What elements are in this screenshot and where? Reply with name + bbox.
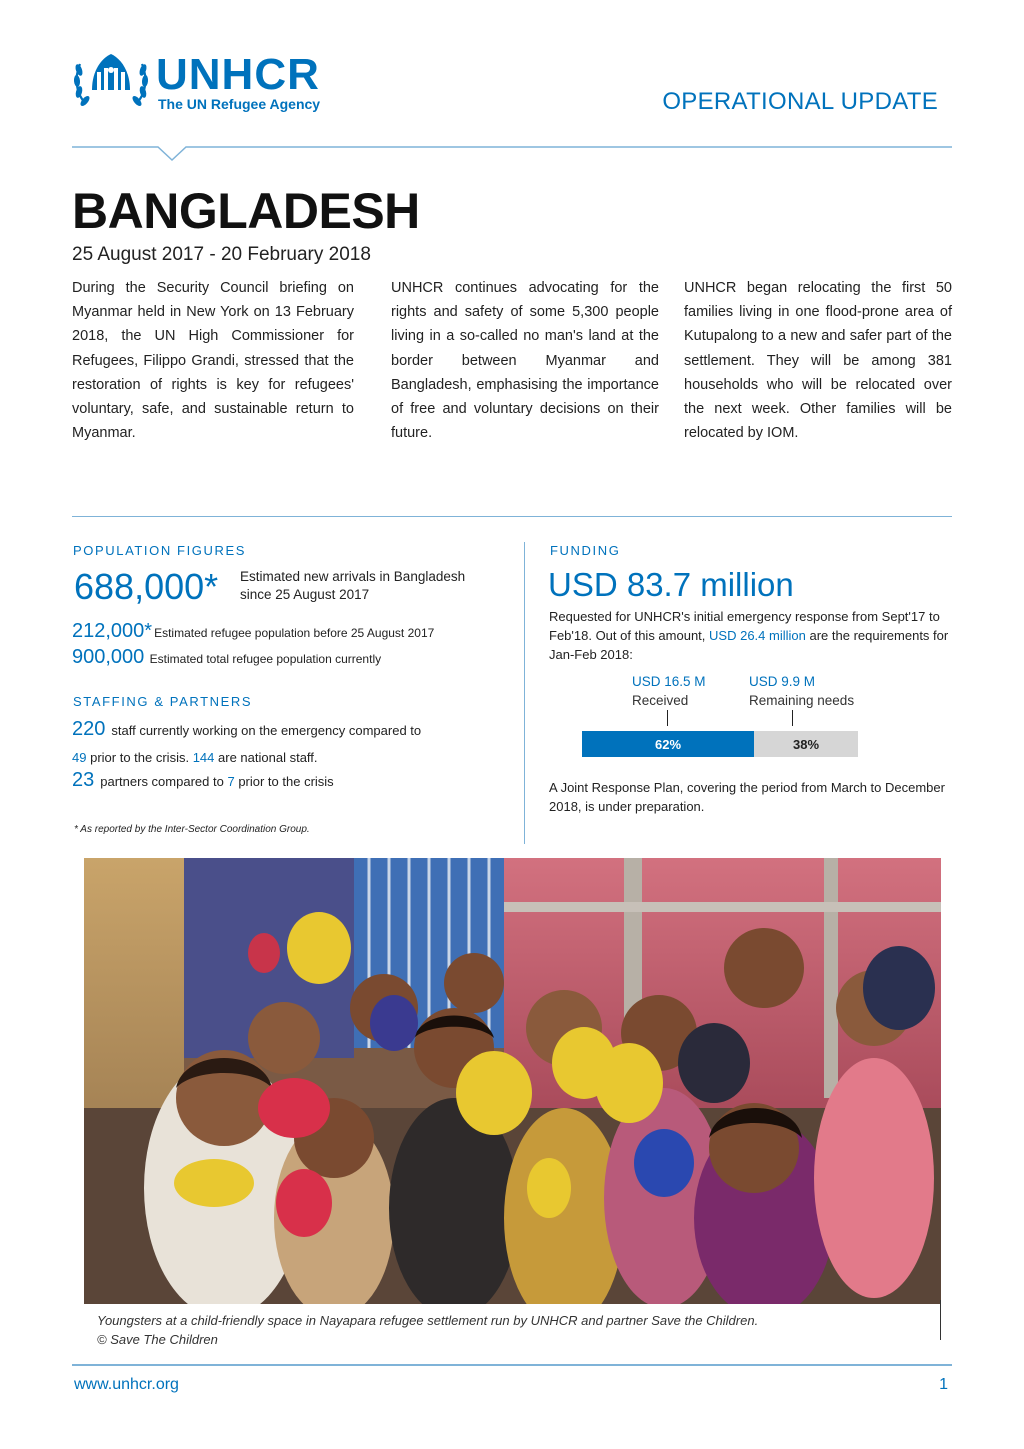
staff-line xyxy=(72,718,421,741)
population-label: Estimated refugee population before 25 August 2017 xyxy=(154,626,435,640)
photo-caption-text: Youngsters at a child-friendly space in Nayapara refugee settlement run by UNHCR and partner Save the Children. xyxy=(97,1313,759,1328)
photo-caption xyxy=(97,1311,937,1349)
funding-desc-highlight: USD 26.4 million xyxy=(709,628,806,643)
section-divider xyxy=(72,516,952,517)
staff-text: staff currently working on the emergency compared to xyxy=(111,723,422,738)
funding-received-fill: 62% xyxy=(582,731,754,757)
intro-column-3: UNHCR began relocating the first 50 families living in one flood-prone area of Kutupalong to a new and safer part of the settlement. They will be among 381 households who will be relocated over the next week. Other families will be relocated by IOM. xyxy=(684,280,952,442)
intro-column-1: During the Security Council briefing on Myanmar held in New York on 13 February 2018, the UN High Commissioner for Refugees, Filippo Grandi, stressed that the restoration of rights is key for refugees' voluntary, safe, and sustainable return to Myanmar. xyxy=(72,280,354,442)
children-photo xyxy=(84,858,941,1304)
funding-heading: FUNDING xyxy=(550,543,621,558)
page-title: BANGLADESH xyxy=(72,183,420,239)
partners-line xyxy=(72,769,334,792)
population-heading: POPULATION FIGURES xyxy=(73,543,247,558)
footer-divider xyxy=(72,1364,952,1366)
new-arrivals-label: Estimated new arrivals in Bangladesh since 25 August 2017 xyxy=(240,569,466,602)
received-label: Received xyxy=(632,693,689,708)
logo-wordmark: UNHCR xyxy=(156,50,320,99)
staffing-heading: STAFFING & PARTNERS xyxy=(73,694,253,709)
joint-response-plan-note: A Joint Response Plan, covering the period from March to December 2018, is under preparation. xyxy=(549,780,945,814)
partners-text: partners compared to xyxy=(100,774,224,789)
partners-count: 23 xyxy=(72,769,95,791)
remaining-label-group xyxy=(749,672,854,710)
new-arrivals-figure: 688,000* xyxy=(74,566,219,607)
funding-amount: USD 83.7 million xyxy=(548,566,794,603)
funding-progress-bar xyxy=(582,731,860,757)
population-row xyxy=(72,646,381,669)
national-staff-text: are national staff. xyxy=(218,750,318,765)
page-number: 1 xyxy=(939,1376,948,1393)
received-amount: USD 16.5 M xyxy=(632,674,706,689)
population-value: 900,000 xyxy=(72,646,145,668)
prior-partners-count: 7 xyxy=(227,774,235,789)
received-tick xyxy=(667,710,668,726)
document-type: OPERATIONAL UPDATE xyxy=(662,88,938,115)
funding-desc-end: are the requirements for Jan-Feb 2018: xyxy=(549,628,949,662)
prior-staff-count: 49 xyxy=(72,750,87,765)
staff-count: 220 xyxy=(72,718,106,740)
partners-tail: prior to the crisis xyxy=(238,774,334,789)
remaining-label: Remaining needs xyxy=(749,693,855,708)
prior-staff-text: prior to the crisis. xyxy=(90,750,190,765)
website-link[interactable]: www.unhcr.org xyxy=(74,1376,179,1393)
remaining-amount: USD 9.9 M xyxy=(749,674,816,689)
photo-edge-line xyxy=(940,1300,941,1340)
children-painted-hands-image xyxy=(84,858,941,1304)
population-row xyxy=(72,620,434,643)
population-value: 212,000* xyxy=(72,620,153,642)
national-staff-count: 144 xyxy=(192,750,215,765)
header-divider xyxy=(72,146,952,166)
unhcr-emblem-icon xyxy=(72,48,150,114)
footnote: * As reported by the Inter-Sector Coordination Group. xyxy=(74,824,310,835)
received-label-group xyxy=(632,672,706,710)
intro-column-2: UNHCR continues advocating for the rights and safety of some 5,300 people living in a so-called no man's land at the border between Myanmar and Bangladesh, emphasising the importance of free and voluntary decisions on their future. xyxy=(391,280,659,442)
funding-desc-start: Requested for UNHCR's initial emergency response from Sept'17 to Feb'18. Out of this amount, xyxy=(549,609,940,643)
funding-description xyxy=(549,607,949,664)
logo-tagline: The UN Refugee Agency xyxy=(158,96,321,112)
population-label: Estimated total refugee population currently xyxy=(149,652,382,666)
funding-remaining-fill: 38% xyxy=(754,731,858,757)
remaining-tick xyxy=(792,710,793,726)
unhcr-logo xyxy=(72,48,352,116)
report-period: 25 August 2017 - 20 February 2018 xyxy=(72,244,371,265)
photo-credit: © Save The Children xyxy=(97,1332,218,1347)
prior-staff-line xyxy=(72,750,318,765)
column-divider xyxy=(524,542,525,844)
